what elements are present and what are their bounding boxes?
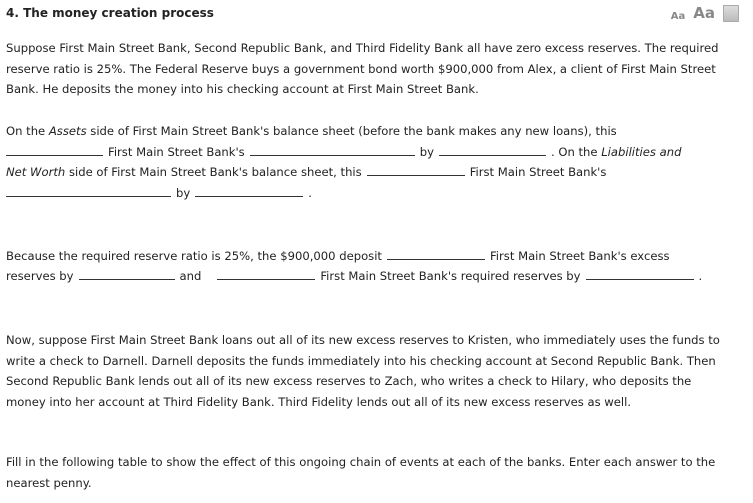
- q2-line1: Because the required reserve ratio is 25%, the $900,000 deposit First Main Street Bank's excess: [6, 246, 670, 266]
- q1-line4: by .: [1, 183, 312, 203]
- font-size-large-button[interactable]: Aa: [693, 4, 715, 22]
- q1-line2: First Main Street Bank's by . On the Liabilities and: [1, 142, 681, 162]
- q1-line1: On the Assets side of First Main Street Bank's balance sheet (before the bank makes any new loans), this: [6, 124, 617, 138]
- font-size-small-button[interactable]: Aa: [670, 11, 686, 22]
- q1-input-6[interactable]: [195, 183, 303, 197]
- q2-dropdown-3[interactable]: [217, 266, 315, 280]
- q1-dropdown-5[interactable]: [6, 183, 171, 197]
- q1-dropdown-1[interactable]: [6, 142, 103, 156]
- print-icon[interactable]: [723, 5, 739, 22]
- instructions-paragraph: Fill in the following table to show the effect of this ongoing chain of events at each of the banks. Enter each answer to the nearest penny.: [6, 455, 716, 490]
- q1-line3: Net Worth side of First Main Street Bank's balance sheet, this First Main Street Bank's: [6, 162, 606, 182]
- question-title: 4. The money creation process: [6, 6, 214, 20]
- q2-dropdown-1[interactable]: [387, 246, 485, 260]
- q2-input-2[interactable]: [79, 266, 175, 280]
- q1-dropdown-4[interactable]: [367, 162, 465, 176]
- toolbar: [671, 4, 739, 22]
- q2-line2: reserves by and First Main Street Bank's required reserves by .: [6, 266, 702, 286]
- q1-dropdown-2[interactable]: [250, 142, 415, 156]
- intro-paragraph: Suppose First Main Street Bank, Second Republic Bank, and Third Fidelity Bank all have zero excess reserves. The required reserve ratio is 25%. The Federal Reserve buys a government bond worth $900,000 from Alex, a client of First Main Street Bank. He deposits the money into his checking account at First Main Street Bank.: [6, 41, 719, 96]
- q2-input-4[interactable]: [586, 266, 694, 280]
- q1-input-3[interactable]: [439, 142, 546, 156]
- chain-paragraph: Now, suppose First Main Street Bank loans out all of its new excess reserves to Kristen, who immediately uses the funds to write a check to Darnell. Darnell deposits the funds immediately into his checking account at Second Republic Bank. Then Second Republic Bank lends out all of its new excess reserves to Zach, who writes a check to Hilary, who deposits the money into her account at Third Fidelity Bank. Third Fidelity lends out all of its new excess reserves as well.: [6, 333, 720, 409]
